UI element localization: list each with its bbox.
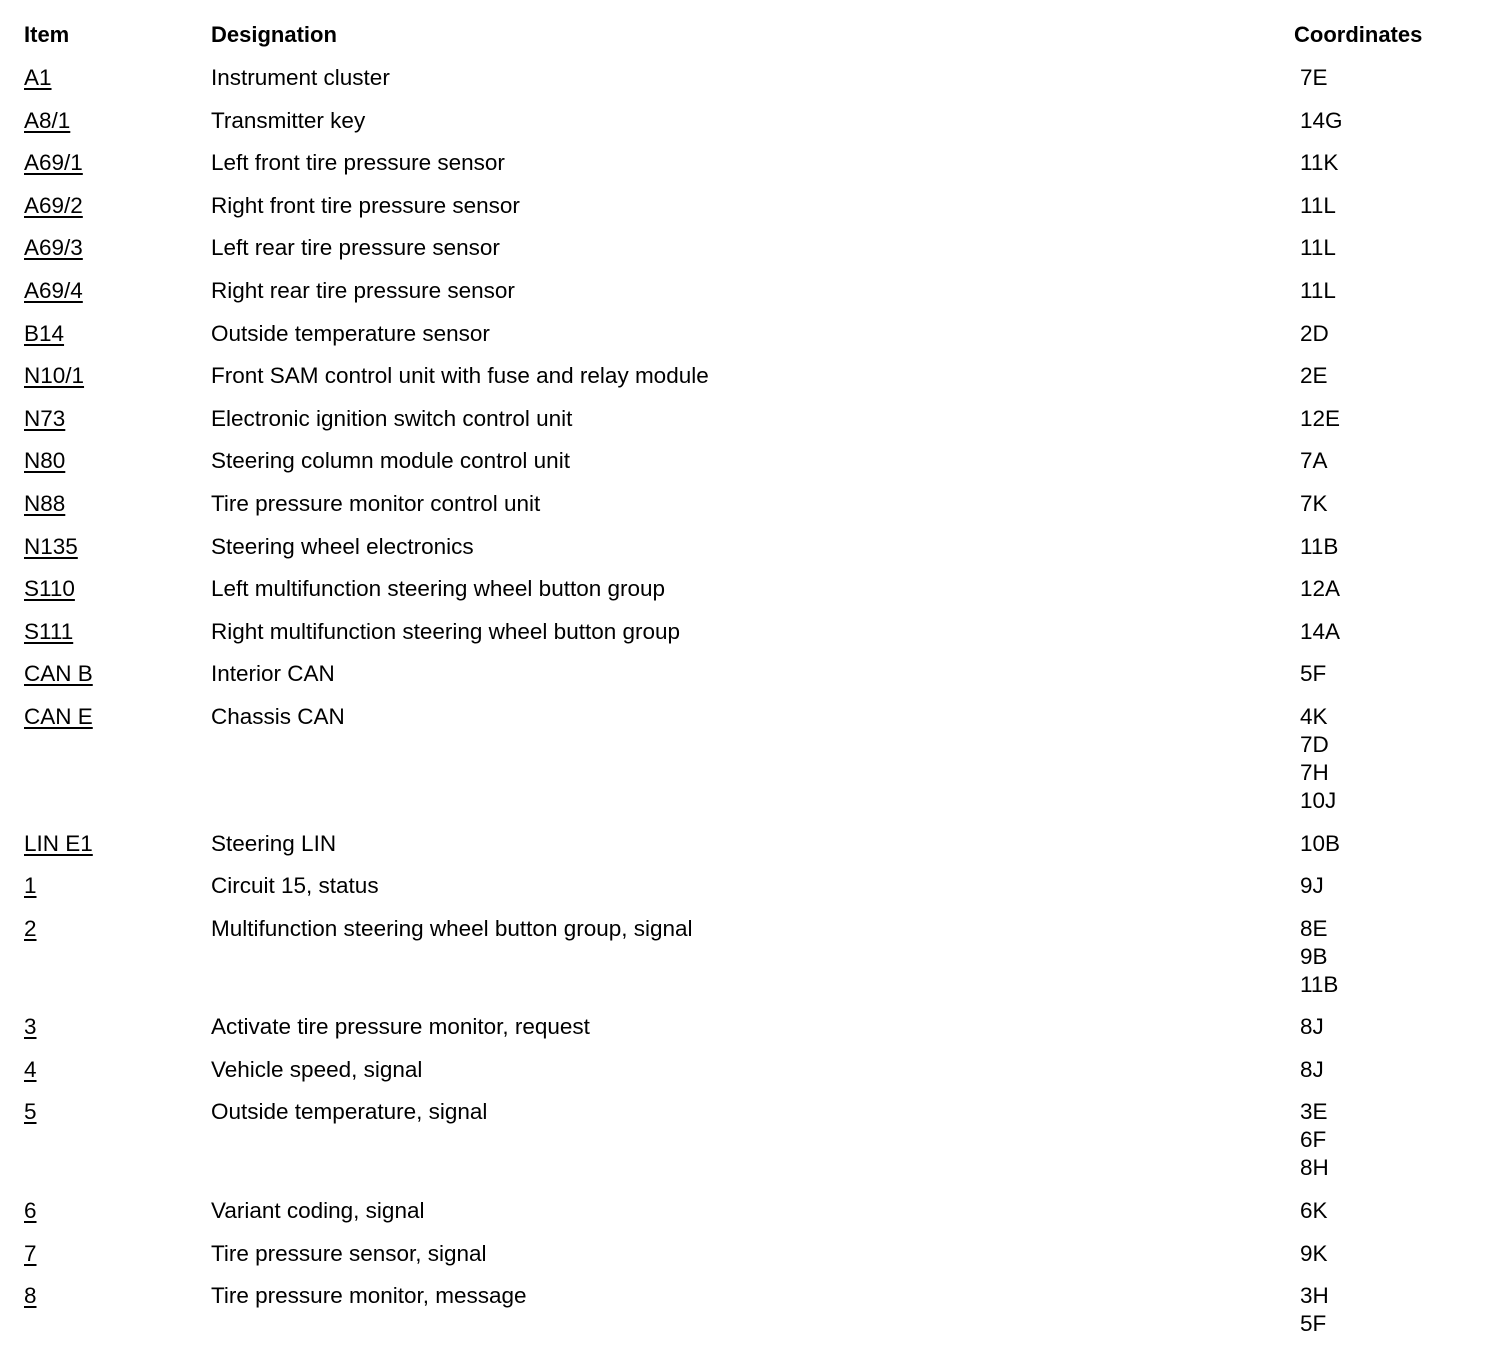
coordinate-value: 6F (1300, 1127, 1327, 1153)
coordinate-value: 3E (1300, 1099, 1328, 1125)
table-row (0, 660, 1504, 703)
coordinate-value: 11B (1300, 533, 1339, 559)
coordinate-value: 2E (1300, 363, 1328, 389)
designation-text: Tire pressure monitor, message (211, 1283, 527, 1309)
table-row (0, 575, 1504, 618)
coordinates-cell (1300, 362, 1328, 390)
item-link[interactable]: 2 (24, 915, 37, 941)
coordinate-value: 11L (1300, 235, 1336, 261)
coordinates-cell (1300, 1056, 1324, 1084)
table-row (0, 149, 1504, 192)
designation-text: Right front tire pressure sensor (211, 192, 520, 218)
coordinates-cell (1300, 320, 1329, 348)
table-row (0, 1282, 1504, 1353)
item-link[interactable]: 8 (24, 1283, 37, 1309)
table-row (0, 234, 1504, 277)
table-row (0, 405, 1504, 448)
coordinate-value: 7H (1300, 759, 1329, 785)
coordinates-cell (1300, 192, 1336, 220)
item-link[interactable]: S111 (24, 618, 74, 644)
coordinate-value: 9J (1300, 873, 1324, 899)
designation-text: Front SAM control unit with fuse and relay module (211, 363, 709, 389)
table-row (0, 192, 1504, 235)
coordinates-cell (1300, 234, 1336, 262)
designation-text: Left front tire pressure sensor (211, 150, 505, 176)
coordinates-cell (1300, 490, 1328, 518)
item-link[interactable]: A69/3 (24, 235, 83, 261)
designation-text: Interior CAN (211, 661, 335, 687)
designation-text: Instrument cluster (211, 65, 390, 90)
coordinate-value: 14G (1300, 107, 1343, 133)
coordinates-cell (1300, 1240, 1328, 1268)
table-row (0, 1056, 1504, 1099)
header-designation: Designation (211, 22, 337, 47)
item-link[interactable]: 4 (24, 1056, 37, 1082)
coordinate-value: 7K (1300, 490, 1328, 516)
table-row (0, 490, 1504, 533)
table-row (0, 1197, 1504, 1240)
coordinates-cell (1300, 915, 1338, 999)
coordinate-value: 10J (1300, 787, 1337, 813)
designation-text: Left multifunction steering wheel button group (211, 576, 666, 602)
table-row (0, 64, 1504, 107)
table-row (0, 107, 1504, 150)
item-link[interactable]: A69/4 (24, 277, 83, 303)
table-row (0, 915, 1504, 1014)
item-link[interactable]: A69/1 (24, 150, 83, 176)
coordinates-cell (1300, 660, 1326, 688)
table-row (0, 447, 1504, 490)
coordinate-value: 7E (1300, 65, 1328, 90)
coordinate-value: 8J (1300, 1014, 1324, 1040)
designation-text: Activate tire pressure monitor, request (211, 1014, 590, 1040)
coordinate-value: 7A (1300, 448, 1328, 474)
item-link[interactable]: CAN E (24, 703, 93, 729)
designation-text: Outside temperature, signal (211, 1099, 488, 1125)
table-row (0, 277, 1504, 320)
coordinate-value: 11B (1300, 971, 1339, 997)
table-row (0, 362, 1504, 405)
coordinate-value: 10B (1300, 830, 1341, 856)
designation-text: Variant coding, signal (211, 1198, 425, 1224)
item-link[interactable]: A1 (24, 65, 52, 90)
item-link[interactable]: N135 (24, 533, 78, 559)
designation-text: Outside temperature sensor (211, 320, 490, 346)
coordinate-value: 5F (1300, 661, 1327, 687)
designation-text: Steering column module control unit (211, 448, 570, 474)
table-row (0, 1098, 1504, 1197)
coordinates-cell (1300, 1282, 1329, 1338)
coordinate-value: 11L (1300, 277, 1336, 303)
coordinate-value: 9K (1300, 1240, 1328, 1266)
table-header (0, 22, 1504, 52)
designation-text: Steering LIN (211, 830, 337, 856)
coordinates-cell (1300, 107, 1343, 135)
coordinates-cell (1300, 872, 1324, 900)
designation-text: Steering wheel electronics (211, 533, 474, 559)
coordinates-cell (1300, 618, 1340, 646)
item-link[interactable]: CAN B (24, 661, 93, 687)
coordinates-cell (1300, 1098, 1329, 1182)
coordinate-value: 7D (1300, 731, 1329, 757)
item-link[interactable]: 1 (24, 873, 37, 899)
item-link[interactable]: LIN E1 (24, 830, 93, 856)
item-link[interactable]: 3 (24, 1014, 37, 1040)
item-link[interactable]: N10/1 (24, 363, 85, 389)
item-link[interactable]: B14 (24, 320, 65, 346)
coordinate-value: 12E (1300, 405, 1341, 431)
table-row (0, 320, 1504, 363)
designation-text: Left rear tire pressure sensor (211, 235, 500, 261)
coordinate-value: 3H (1300, 1283, 1329, 1309)
item-link[interactable]: N88 (24, 490, 66, 516)
coordinate-value: 8J (1300, 1056, 1324, 1082)
item-link[interactable]: 6 (24, 1198, 37, 1224)
table-body (0, 64, 1504, 1353)
table-row (0, 1013, 1504, 1056)
designation-text: Circuit 15, status (211, 873, 379, 899)
coordinates-cell (1300, 1013, 1324, 1041)
coordinates-cell (1300, 64, 1328, 92)
coordinate-value: 4K (1300, 703, 1328, 729)
item-link[interactable]: N80 (24, 448, 66, 474)
designation-text: Electronic ignition switch control unit (211, 405, 573, 431)
item-link[interactable]: A69/2 (24, 192, 83, 218)
coordinates-cell (1300, 277, 1336, 305)
item-link[interactable]: N73 (24, 405, 66, 431)
coordinates-cell (1300, 405, 1340, 433)
designation-text: Tire pressure sensor, signal (211, 1240, 487, 1266)
designation-text: Tire pressure monitor control unit (211, 490, 541, 516)
table-row (0, 703, 1504, 830)
header-coordinates: Coordinates (1294, 22, 1423, 47)
table-row (0, 1240, 1504, 1283)
designation-text: Right rear tire pressure sensor (211, 277, 515, 303)
table-row (0, 830, 1504, 873)
designation-text: Vehicle speed, signal (211, 1056, 423, 1082)
coordinate-value: 6K (1300, 1198, 1328, 1224)
coordinates-cell (1300, 1197, 1328, 1225)
item-link[interactable]: 7 (24, 1240, 37, 1266)
coordinates-cell (1300, 703, 1336, 815)
coordinate-value: 14A (1300, 618, 1341, 644)
coordinate-value: 11L (1300, 192, 1336, 218)
coordinate-value: 11K (1300, 150, 1339, 176)
coordinate-value: 12A (1300, 576, 1341, 602)
item-link[interactable]: A8/1 (24, 107, 71, 133)
coordinates-cell (1300, 575, 1340, 603)
coordinate-value: 2D (1300, 320, 1329, 346)
item-link[interactable]: S110 (24, 576, 75, 602)
coordinate-value: 8E (1300, 915, 1328, 941)
header-item: Item (24, 22, 70, 47)
table-row (0, 533, 1504, 576)
coordinates-cell (1300, 447, 1328, 475)
coordinates-cell (1300, 533, 1338, 561)
designation-text: Chassis CAN (211, 703, 345, 729)
table-row (0, 872, 1504, 915)
coordinate-value: 8H (1300, 1155, 1329, 1181)
coordinate-value: 5F (1300, 1311, 1327, 1337)
coordinate-value: 9B (1300, 943, 1328, 969)
designation-text: Multifunction steering wheel button group, signal (211, 915, 693, 941)
table-row (0, 618, 1504, 661)
coordinates-cell (1300, 830, 1340, 858)
coordinates-cell (1300, 149, 1338, 177)
designation-text: Transmitter key (211, 107, 366, 133)
item-link[interactable]: 5 (24, 1099, 37, 1125)
designation-text: Right multifunction steering wheel button group (211, 618, 681, 644)
